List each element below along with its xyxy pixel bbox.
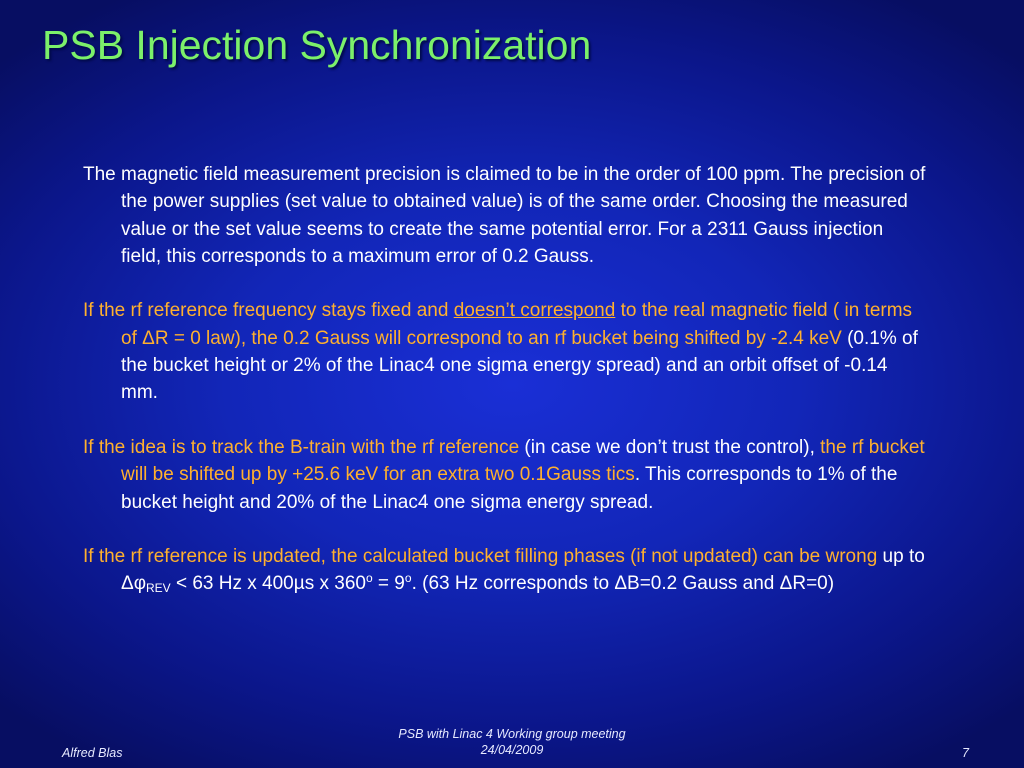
paragraph-text: (in case we don’t trust the control), — [519, 436, 821, 458]
paragraph-text: The magnetic field measurement precision is claimed to be in the order of 100 ppm. The precision of the power supplies (set value to obtained value) is of the same order. Choosing the measured value or the set value seems to create the same potential error. For a 2311 Gauss injection field, this corresponds to a maximum error of 0.2 Gauss. — [83, 164, 926, 267]
highlight-text: to the real magnetic field ( in terms of ΔR = 0 law), the 0.2 Gauss will correspond to an rf bucket being shifted by -2.4 keV — [121, 300, 913, 349]
highlight-text: If the rf reference frequency stays fixed and — [83, 300, 454, 322]
highlight-text: the rf bucket will be shifted up by +25.6 keV for an extra two 0.1Gauss tics — [121, 436, 925, 486]
slide-title: PSB Injection Synchronization — [42, 22, 592, 68]
paragraph-text: (0.1% of the bucket height or 2% of the Linac4 one sigma energy spread) and an orbit offset of -0.14 mm. — [121, 327, 918, 404]
underlined-text: doesn’t correspond — [453, 300, 616, 322]
slide-body — [83, 161, 928, 598]
paragraph-track-btrain — [83, 434, 928, 516]
paragraph-text: up to Δφ — [121, 546, 925, 595]
paragraph-text: . (63 Hz corresponds to ΔB=0.2 Gauss and ΔR=0) — [411, 573, 835, 595]
paragraph-text: < 63 Hz x 400µs x 360 — [170, 573, 366, 595]
paragraph-reference-updated — [83, 543, 928, 598]
paragraph-text: . This corresponds to 1% of the bucket height and 20% of the Linac4 one sigma energy spread. — [121, 464, 898, 513]
subscript-text: REV — [146, 581, 171, 596]
paragraph-text: = 9 — [372, 573, 405, 595]
superscript-text: o — [404, 571, 412, 586]
footer-page-number: 7 — [962, 746, 969, 760]
footer-meeting-title: PSB with Linac 4 Working group meeting — [398, 727, 626, 741]
paragraph-field-precision — [83, 161, 928, 270]
superscript-text: o — [365, 571, 373, 586]
footer-author: Alfred Blas — [62, 746, 123, 760]
highlight-text: If the rf reference is updated, the calculated bucket filling phases (if not updated) can be wrong — [83, 546, 878, 568]
paragraph-fixed-reference — [83, 297, 928, 406]
footer-meeting — [0, 726, 1024, 758]
highlight-text: If the idea is to track the B-train with the rf reference — [83, 436, 520, 458]
footer-meeting-date: 24/04/2009 — [480, 743, 544, 757]
